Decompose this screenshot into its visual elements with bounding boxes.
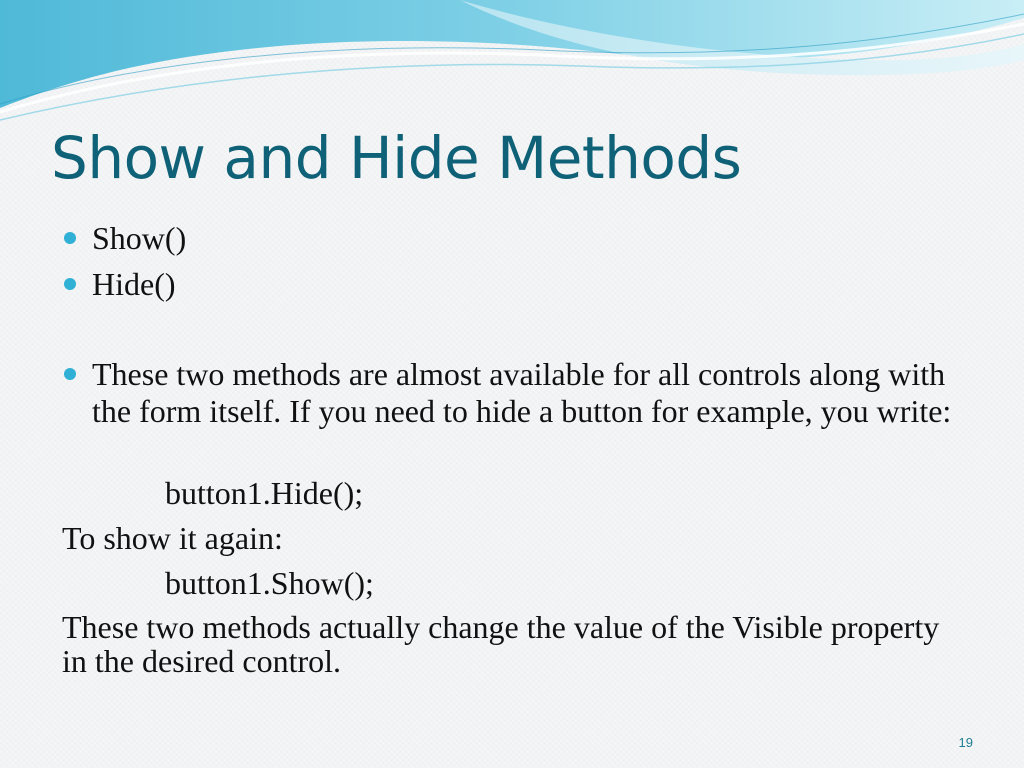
code-show-example: button1.Show(); <box>165 565 374 601</box>
page-number: 19 <box>958 735 973 750</box>
slide-title: Show and Hide Methods <box>51 124 742 192</box>
show-again-text: To show it again: <box>62 520 283 556</box>
header-wave-decoration <box>0 0 1024 130</box>
closing-text: These two methods actually change the value of the Visible property in the desired control. <box>62 609 940 679</box>
bullet-text: These two methods are almost available for all controls along with the form itself. If you need to hide a button for example, you write: <box>92 356 952 429</box>
bullet-text: Hide() <box>92 266 176 302</box>
bullet-text: Show() <box>92 220 187 256</box>
code-hide-example: button1.Hide(); <box>165 475 364 511</box>
bullet-description <box>62 356 972 430</box>
bullet-dot-icon <box>64 368 76 380</box>
bullet-dot-icon <box>64 232 76 244</box>
bullet-dot-icon <box>64 278 76 290</box>
bullet-show <box>62 220 186 257</box>
bullet-hide <box>62 266 176 303</box>
